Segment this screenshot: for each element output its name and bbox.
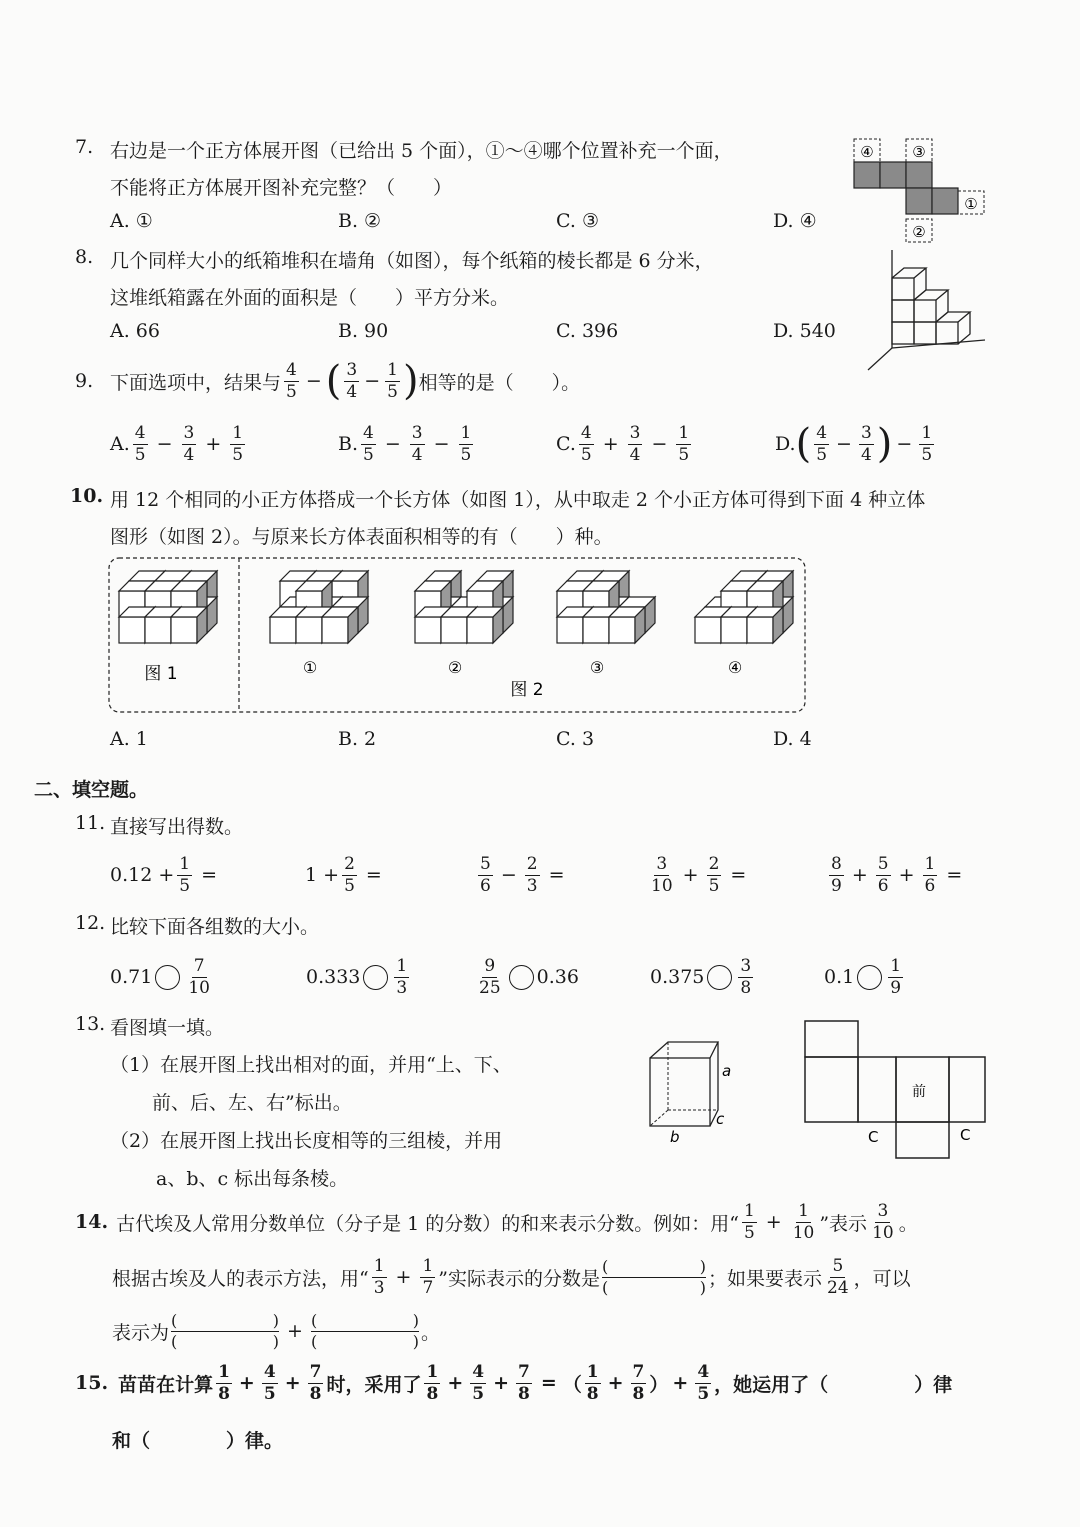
q13-part2-line2: a、b、c 标出每条棱。 [156,1168,349,1190]
q13-net-figure[interactable] [800,1016,990,1164]
fig1-cuboid [119,571,217,643]
fraction: $\frac{3}{4}$ [346,359,358,402]
edge-a-label: a [722,1062,732,1080]
q8-text-line1: 几个同样大小的纸箱堆积在墙角（如图），每个纸箱的棱长都是 6 分米， [110,250,714,272]
q15-line1: 15. 苗苗在计算 $\frac{1}{8}$ + $\frac{4}{5}$ + $\frac{7}{8}$ 时，采用了 $\frac{1}{8}$ + $\frac{4}{5}$ + $\frac{7}{8}$ = （ $\frac{1}{8}$ + $\frac{7}{8}$ ） + $\frac{4}{5}$ ，她运用了（ ）律 [75,1361,953,1404]
q10-option-a[interactable]: A. 1 [110,728,148,750]
net-handwritten-mark: 前 [912,1084,926,1100]
net-label-c2: C [960,1126,971,1144]
q9-option-a[interactable]: A. $\frac{4}{5}$ − $\frac{3}{4}$ + $\frac{1}{5}$ [110,422,244,465]
q7-text-line1: 右边是一个正方体展开图（已给出 5 个面），①～④哪个位置补充一个面， [110,140,733,162]
q9-prefix: 下面选项中，结果与 [110,371,282,394]
label-2: ② [912,223,926,241]
q9-question: 下面选项中，结果与 $\frac{4}{5}$ − ( $\frac{3}{4}$ − $\frac{1}{5}$ ) 相等的是（ ）。 [110,358,581,404]
q11-number: 11. [75,812,106,834]
compare-circle[interactable] [857,965,882,990]
shape-1-label: ① [302,658,318,677]
q9-option-b[interactable]: B. $\frac{4}{5}$ − $\frac{3}{4}$ − $\frac{1}{5}$ [338,422,472,465]
q9-suffix: 相等的是（ ）。 [418,371,581,394]
q14-line1: 14. 古代埃及人常用分数单位（分子是 1 的分数）的和来表示分数。例如：用“ $\frac{1}{5}$ + $\frac{1}{10}$ ”表示 $\frac{3}{10}$ 。 [75,1200,918,1243]
shape-2 [415,571,513,643]
section-2-title: 二、填空题。 [34,779,149,801]
q11-expr-2: 1 + $\frac{2}{5}$ = [305,853,382,896]
q8-option-d[interactable]: D. 540 [773,320,836,342]
edge-b-label: b [670,1128,680,1146]
q11-expr-4: $\frac{3}{10}$ + $\frac{2}{5}$ = [651,853,747,896]
fig2-label: 图 2 [510,680,544,700]
compare-circle[interactable] [509,965,534,990]
q8-option-b[interactable]: B. 90 [338,320,389,342]
compare-circle[interactable] [155,965,180,990]
q12-compare-1: 0.71 $\frac{7}{10}$ [110,955,210,998]
q7-text-line2: 不能将正方体展开图补充完整？（ ） [110,177,453,199]
q7-cube-net-figure [848,135,988,247]
q15-line2: 和（ ）律。 [112,1430,284,1452]
compare-circle[interactable] [363,965,388,990]
q10-number: 10. [70,485,104,507]
label-3: ③ [912,143,926,161]
q12-compare-3: $\frac{9}{25}$ 0.36 [479,955,579,998]
q10-figure-box [105,555,810,717]
q13-part1-line1: （1）在展开图上找出相对的面，并用“上、下、 [110,1054,512,1076]
q9-option-d[interactable]: D. ( $\frac{4}{5}$ − $\frac{3}{4}$ ) − $\frac{1}{5}$ [775,421,933,467]
q14-line3: 表示为 ( ) ( ) + ( ) ( ) 。 [112,1310,440,1351]
shape-4-label: ④ [727,658,743,677]
net-square [906,188,932,214]
q9-option-c[interactable]: C. $\frac{4}{5}$ + $\frac{3}{4}$ − $\frac{1}{5}$ [556,422,690,465]
q13-part1-line2: 前、后、左、右”标出。 [152,1092,352,1114]
q9-number: 9. [75,370,94,392]
q7-number: 7. [75,136,94,158]
shape-2-label: ② [447,658,463,677]
q10-text-line1: 用 12 个相同的小正方体搭成一个长方体（如图 1），从中取走 2 个小正方体可得到下面 4 种立体 [110,489,926,511]
q8-option-c[interactable]: C. 396 [556,320,619,342]
answer-blank-fraction[interactable]: ( ) ( ) [602,1256,707,1297]
fraction: $\frac{4}{5}$ [286,359,297,402]
net-label-c1: C [868,1128,879,1146]
q10-option-d[interactable]: D. 4 [773,728,812,750]
q7-option-a[interactable]: A. ① [110,210,153,232]
edge-c-label: c [716,1110,725,1128]
net-square [854,162,880,188]
q13-part2-line1: （2）在展开图上找出长度相等的三组棱，并用 [110,1130,503,1152]
shape-1 [270,571,368,643]
q7-option-d[interactable]: D. ④ [773,210,817,232]
compare-circle[interactable] [707,965,732,990]
q8-stacked-boxes-figure [860,250,990,375]
q10-option-c[interactable]: C. 3 [556,728,595,750]
q12-compare-2: 0.333 $\frac{1}{3}$ [306,955,408,998]
q7-option-c[interactable]: C. ③ [556,210,599,232]
q13-title: 看图填一填。 [110,1017,225,1039]
answer-blank-fraction[interactable]: ( ) ( ) [171,1310,280,1351]
shape-3-label: ③ [589,658,605,677]
q10-text-line2: 图形（如图 2）。与原来长方体表面积相等的有（ ）种。 [110,526,613,548]
q12-title: 比较下面各组数的大小。 [110,916,320,938]
q7-option-b[interactable]: B. ② [338,210,382,232]
q13-number: 13. [75,1013,106,1035]
q11-expr-5: $\frac{8}{9}$ + $\frac{5}{6}$ + $\frac{1}{6}$ = [831,853,963,896]
net-square [880,162,906,188]
q8-number: 8. [75,246,94,268]
q8-text-line2: 这堆纸箱露在外面的面积是（ ）平方分米。 [110,287,510,309]
q11-expr-3: $\frac{5}{6}$ − $\frac{2}{3}$ = [480,853,565,896]
shape-4 [695,571,793,643]
fraction: $\frac{1}{5}$ [387,359,398,402]
q13-cuboid-figure [640,1030,750,1150]
net-square [906,162,932,188]
q14-line2: 根据古埃及人的表示方法，用“ $\frac{1}{3}$ + $\frac{1}{7}$ ”实际表示的分数是 ( ) ( ) ；如果要表示 $\frac{5}{24}$ ，可以 [112,1255,911,1298]
q8-option-a[interactable]: A. 66 [110,320,160,342]
fig1-label: 图 1 [144,664,178,684]
label-1: ① [964,195,978,213]
shape-3 [557,571,655,643]
q12-compare-5: 0.1 $\frac{1}{9}$ [824,955,902,998]
q10-option-b[interactable]: B. 2 [338,728,377,750]
q12-number: 12. [75,912,106,934]
label-4: ④ [860,143,874,161]
q11-title: 直接写出得数。 [110,816,244,838]
q11-expr-1: 0.12 + $\frac{1}{5}$ = [110,853,218,896]
q12-compare-4: 0.375 $\frac{3}{8}$ [650,955,752,998]
answer-blank-fraction[interactable]: ( ) ( ) [310,1310,419,1351]
net-square [932,188,958,214]
